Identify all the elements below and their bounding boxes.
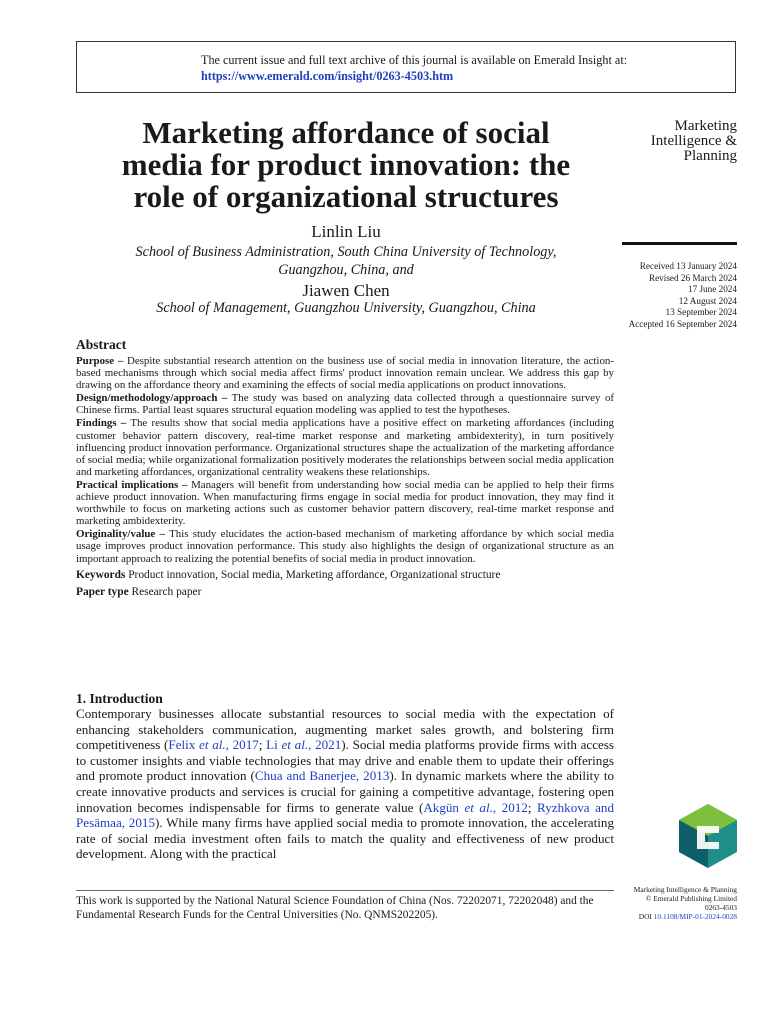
section-text: The study was based on analyzing data collected through a questionnaire survey of Chinese firms. Partial least squares structural equation modeling was applied to test the hypotheses. xyxy=(76,392,615,417)
abstract-section-findings xyxy=(76,417,614,477)
pub-copyright: © Emerald Publishing Limited xyxy=(645,893,737,903)
pub-issn: 0263-4503 xyxy=(704,902,737,912)
keywords xyxy=(76,569,614,582)
abstract-section-purpose xyxy=(76,355,614,391)
date-line: Revised 26 March 2024 xyxy=(648,272,737,283)
journal-name-line: Planning xyxy=(683,148,737,164)
section-label: Findings – xyxy=(76,417,127,430)
paper-type-label: Paper type xyxy=(76,585,129,598)
keywords-label: Keywords xyxy=(76,568,126,581)
footnote-divider xyxy=(76,890,614,891)
citation-year: , 2021 xyxy=(308,737,342,753)
author-name: Linlin Liu xyxy=(311,222,381,241)
title-line: media for product innovation: the xyxy=(121,147,571,182)
abstract-section-originality xyxy=(76,528,614,564)
body-text: ). In dynamic markets where the ability to create innovative products and services is crucial for gaining a competitive advantage, fostering open innovation becomes indispensable for firms to generate value ( xyxy=(76,768,614,815)
date-line: Received 13 January 2024 xyxy=(639,261,737,271)
keywords-text: Product innovation, Social media, Marketing affordance, Organizational structure xyxy=(128,568,501,581)
side-divider xyxy=(622,242,737,245)
citation-link[interactable]: Chua and Banerjee, 2013 xyxy=(254,768,390,784)
funding-note: This work is supported by the National Natural Science Foundation of China (Nos. 72202071, 72202048) and the Fundamental Research Funds for the Central Universities (No. QNMS202205). xyxy=(76,895,594,921)
date-line: 12 August 2024 xyxy=(678,295,737,306)
citation-etal: et al. xyxy=(199,737,226,753)
archive-link[interactable]: https://www.emerald.com/insight/0263-4503.htm xyxy=(201,69,454,83)
body-text: ; xyxy=(258,737,267,753)
archive-notice-text: The current issue and full text archive of this journal is available on Emerald Insight at: xyxy=(201,53,628,67)
pub-doi xyxy=(587,913,737,922)
affiliation-line: School of Management, Guangzhou University, Guangzhou, China xyxy=(156,300,536,316)
citation-link[interactable] xyxy=(423,800,528,815)
emerald-logo-icon xyxy=(677,802,739,870)
author-name: Jiawen Chen xyxy=(302,281,390,300)
paper-title xyxy=(76,117,616,213)
date-line: 13 September 2024 xyxy=(665,307,737,318)
paper-type xyxy=(76,586,614,599)
body-text: ). While many firms have applied social media to promote innovation, the accelerating rate of social media investment often fails to match the quality and effectiveness of new product development. Along with the practical xyxy=(76,815,614,862)
citation-link[interactable]: Ryzhkova and Pesämaa, 2015 xyxy=(76,799,615,831)
abstract xyxy=(76,337,614,600)
citation-etal: et al. xyxy=(281,737,309,753)
affiliation-line: School of Business Administration, South China University of Technology, xyxy=(135,244,557,260)
section-label: Originality/value – xyxy=(76,528,165,541)
body-text: ). Social media platforms provide firms with access to customer insights and viable technologies that may drive and enable them to update their offerings and promote product innovation ( xyxy=(76,737,615,784)
abstract-section-implications xyxy=(76,479,614,527)
citation-link[interactable] xyxy=(266,737,341,752)
citation-etal: et al. xyxy=(464,799,493,815)
citation-author: Felix xyxy=(168,737,200,753)
section-text: This study elucidates the action-based mechanism of marketing affordance by which social media usage improves product innovation performance. This study also highlights the design of organizational structure as an important approach to realizing the potential benefits of social media in product innovation. xyxy=(76,528,614,565)
citation-year: , 2017 xyxy=(225,737,259,753)
citation-author: Li xyxy=(266,737,282,753)
journal-name-line: Intelligence & xyxy=(650,133,737,149)
title-line: Marketing affordance of social xyxy=(142,115,550,150)
pub-journal: Marketing Intelligence & Planning xyxy=(633,885,737,894)
section-text: Despite substantial research attention on the business use of social media in innovation literature, the action-based mechanisms through which social media affect firms' product innovation remain unclear. We address this gap by drawing on the affordance theory and examining the effects of social media applications on product innovations. xyxy=(76,355,614,392)
citation-link[interactable] xyxy=(168,737,258,752)
citation-author: Akgün xyxy=(423,799,465,815)
section-label: Purpose – xyxy=(76,355,124,367)
body-text: Contemporary businesses allocate substantial resources to social media with the expectation of enhancing stakeholders communication, augmenting market sales growth, and bolstering firm competitiveness ( xyxy=(76,706,614,753)
doi-label: DOI xyxy=(638,911,654,921)
journal-name-line: Marketing xyxy=(674,118,737,134)
journal-name xyxy=(597,119,737,164)
archive-notice-box xyxy=(76,41,736,93)
citation-year: , 2012 xyxy=(492,799,528,815)
paper-type-text: Research paper xyxy=(131,585,202,598)
publication-info xyxy=(587,886,737,922)
doi-link[interactable]: 10.1108/MIP-01-2024-0028 xyxy=(653,911,737,921)
title-line: role of organizational structures xyxy=(133,179,559,214)
section-heading-introduction: 1. Introduction xyxy=(76,691,163,706)
abstract-heading: Abstract xyxy=(76,337,127,352)
body-text: ; xyxy=(527,799,538,815)
date-line: Accepted 16 September 2024 xyxy=(628,318,737,329)
author-affiliation xyxy=(76,300,616,318)
affiliation-line: Guangzhou, China, and xyxy=(278,261,414,278)
section-label: Practical implications – xyxy=(76,478,188,491)
introduction-paragraph xyxy=(76,706,614,862)
section-text: The results show that social media applications have a positive effect on marketing affordances (including customer behavior pattern discovery, real-time market response and marketing ambidexterity), in turn positively influencing product innovation performance. Organizational structures shape the actualization of the marketing affordance of social media; while organizational formalization positively moderates the relationships between social media application and marketing affordances, organizational centrality weakens these relationships. xyxy=(76,417,615,478)
abstract-section-design xyxy=(76,392,614,416)
section-text: Managers will benefit from understanding how social media can be applied to help their firms achieve product innovation. When manufacturing firms engage in social media for product innovation, they may find it worthwhile to focus on marketing actions such as customer behavior pattern discovery, real-time market response and marketing ambidexterity. xyxy=(76,478,614,528)
date-line: 17 June 2024 xyxy=(688,284,737,295)
section-label: Design/methodology/approach – xyxy=(76,392,228,405)
author-affiliation xyxy=(76,244,616,279)
